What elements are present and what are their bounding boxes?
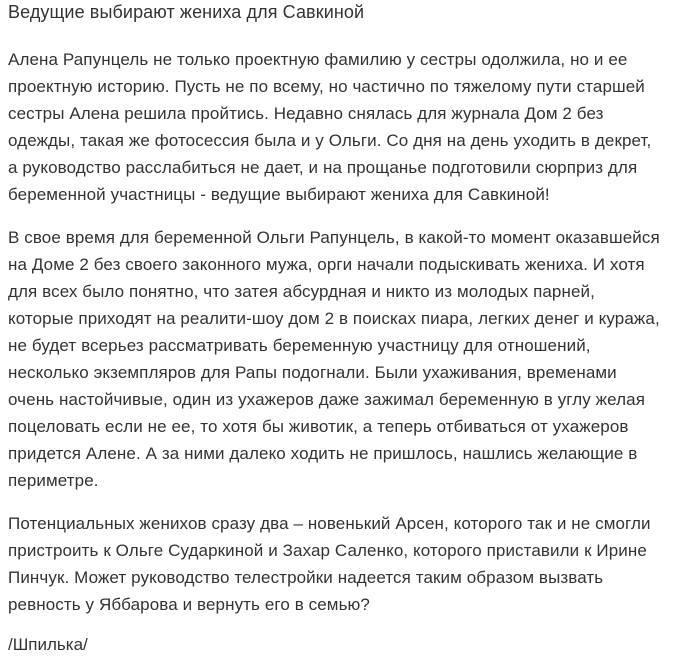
article-paragraph-2: В свое время для беременной Ольги Рапунцель, в какой-то момент оказавшейся на Доме 2 без своего законного мужа, орги начали подыскивать жениха. И хотя для всех было понятно, что затея абсурдная и никто из молодых парней, которые приходят на реалити-шоу дом 2 в поисках пиара, легких денег и куража, не будет всерьез рассматривать беременную участницу для отношений, несколько экземпляров для Рапы подогнали. Были ухаживания, временами очень настойчивые, один из ухажеров даже зажимал беременную в углу желая поцеловать если не ее, то хотя бы животик, а теперь отбиваться от ухажеров придется Алене. А за ними далеко ходить не пришлось, нашлись желающие в периметре. [8, 228, 660, 490]
article-title: Ведущие выбирают жениха для Савкиной [8, 2, 365, 22]
article-signature: /Шпилька/ [8, 635, 88, 654]
article-paragraph-1: Алена Рапунцель не только проектную фамилию у сестры одолжила, но и ее проектную историю. Пусть не по всему, но частично по тяжелому пути старшей сестры Алена решила пройтись. Недавно снялась для журнала Дом 2 без одежды, такая же фотосессия была и у Ольги. Со дня на день уходить в декрет, а руководство расслабиться не дает, и на прощанье подготовили сюрприз для беременной участницы - ведущие выбирают жениха для Савкиной! [8, 50, 652, 204]
article-paragraph-3: Потенциальных женихов сразу два – новенький Арсен, которого так и не смогли пристроить к Ольге Сударкиной и Захар Саленко, которого приставили к Ирине Пинчук. Может руководство телестройки надеется таким образом вызвать ревность у Яббарова и вернуть его в семью? [8, 514, 651, 614]
